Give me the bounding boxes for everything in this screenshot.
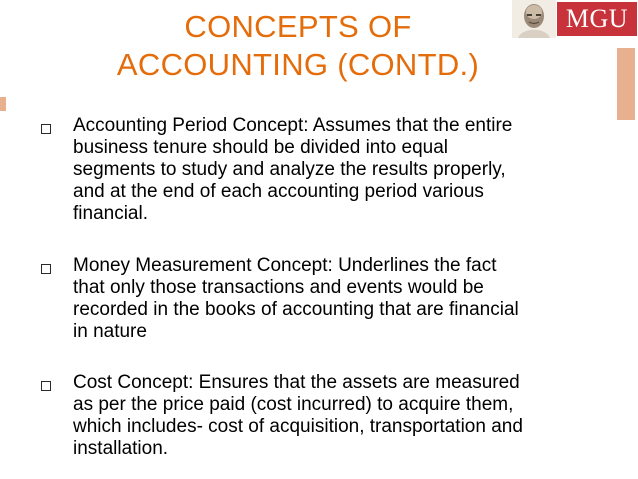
- bullet-line: installation.: [73, 438, 169, 459]
- bullet-line: financial.: [73, 203, 148, 224]
- bullet-line: in nature: [73, 321, 147, 342]
- square-bullet-icon: [41, 124, 51, 134]
- bullet-line: recorded in the books of accounting that are financial: [73, 299, 519, 320]
- bullet-line: and at the end of each accounting period various: [73, 181, 484, 202]
- bullet-line: business tenure should be divided into equal: [73, 137, 448, 158]
- bullet-line: segments to study and analyze the results properly,: [73, 159, 506, 180]
- bullet-line: Money Measurement Concept: Underlines the fact: [73, 255, 497, 276]
- title-line: ACCOUNTING (CONTD.): [116, 47, 480, 82]
- bullet-text: [73, 255, 601, 343]
- bullet-line: that only those transactions and events would be: [73, 277, 484, 298]
- bullet-line: Cost Concept: Ensures that the assets are measured: [73, 372, 520, 393]
- bullet-line: Accounting Period Concept: Assumes that the entire: [73, 115, 513, 136]
- bullet-text: [73, 115, 601, 225]
- title-line: CONCEPTS OF: [184, 9, 412, 44]
- square-bullet-icon: [41, 264, 51, 274]
- bullet-line: which includes- cost of acquisition, transportation and: [73, 416, 523, 437]
- square-bullet-icon: [41, 381, 51, 391]
- bullet-line: as per the price paid (cost incurred) to acquire them,: [73, 394, 514, 415]
- logo-text: MGU: [557, 2, 637, 36]
- bullet-text: [73, 372, 601, 460]
